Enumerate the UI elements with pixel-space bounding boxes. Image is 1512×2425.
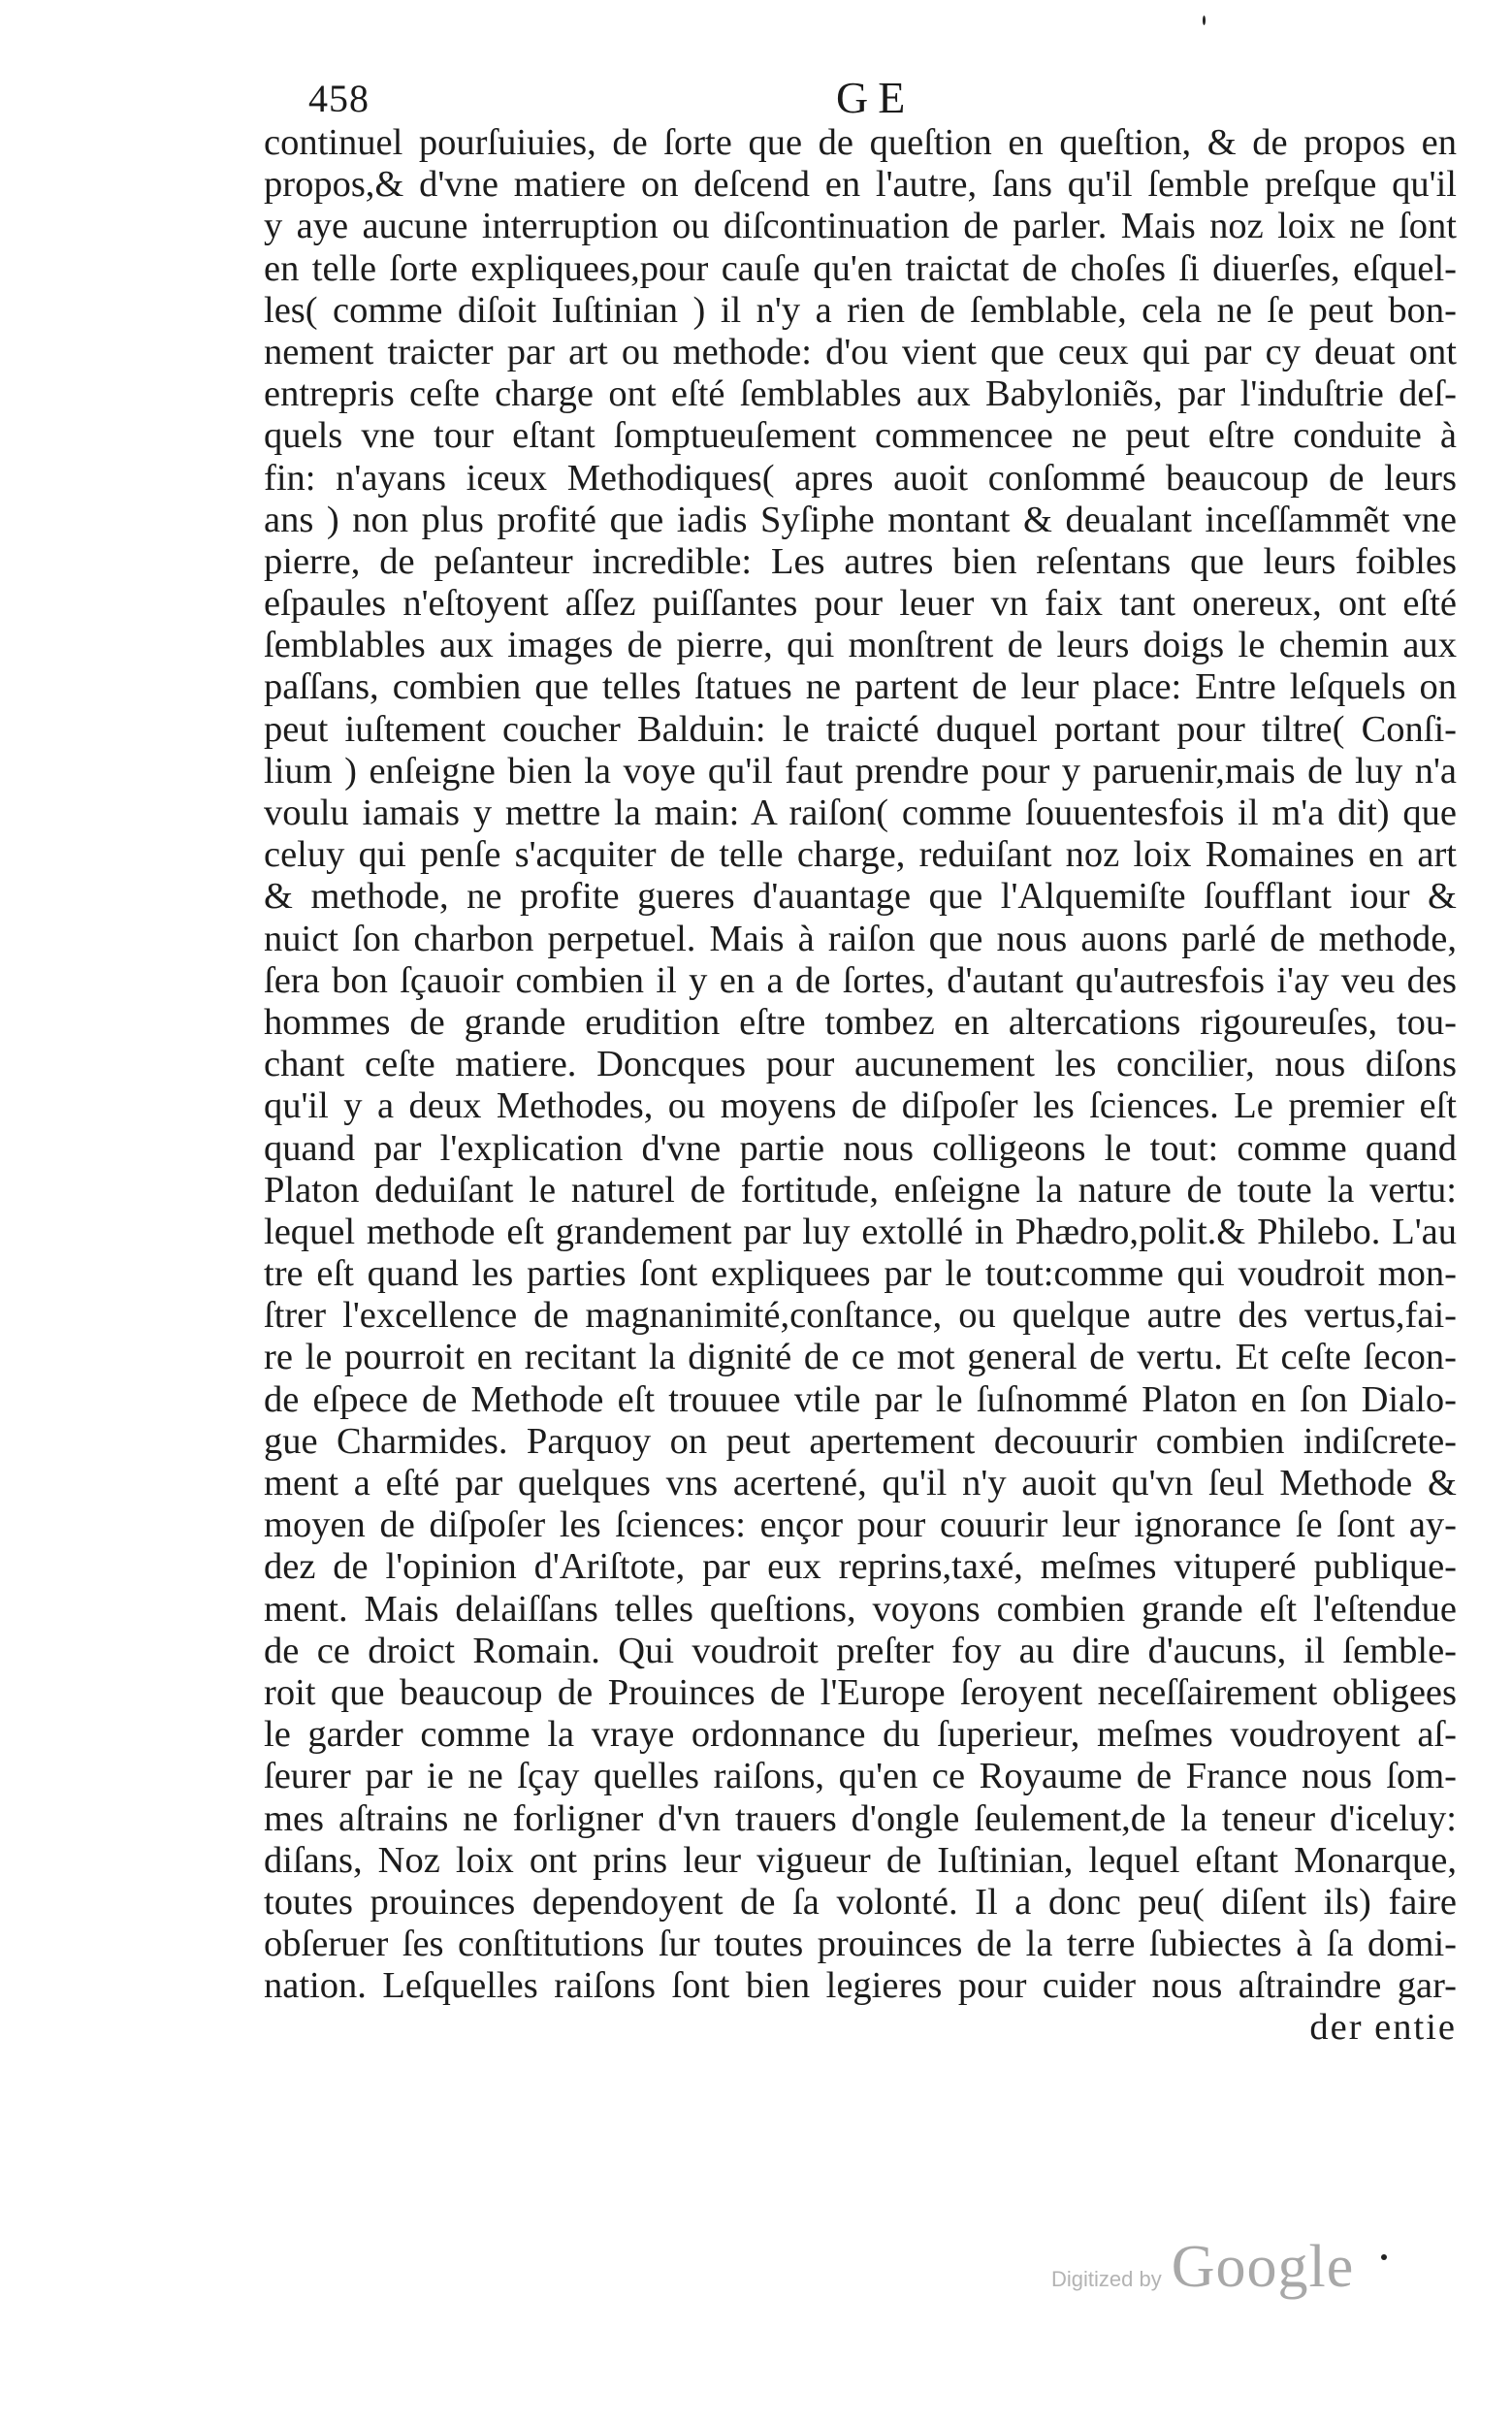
text-line: ſemblables aux images de pierre, qui monſtrent de leurs doigs le chemin aux xyxy=(264,625,1457,666)
text-line: tre eſt quand les parties ſont expliquees par le tout:comme qui voudroit mon- xyxy=(264,1253,1457,1295)
text-line: paſſans, combien que telles ſtatues ne partent de leur place: Entre leſquels on xyxy=(264,666,1457,708)
text-line: mes aſtrains ne forligner d'vn trauers d'ongle ſeulement,de la teneur d'iceluy: xyxy=(264,1797,1457,1839)
text-line: diſans, Noz loix ont prins leur vigueur de Iuſtinian, lequel eſtant Monarque, xyxy=(264,1839,1457,1881)
text-line: celuy qui penſe s'acquiter de telle charge, reduiſant noz loix Romaines en art xyxy=(264,834,1457,876)
text-line: de ce droict Romain. Qui voudroit preſter foy au dire d'aucuns, il ſemble- xyxy=(264,1630,1457,1671)
text-line: nement traicter par art ou methode: d'ou vient que ceux qui par cy deuat ont xyxy=(264,331,1457,372)
text-line: ans ) non plus profité que iadis Syſiphe montant & deualant inceſſammẽt vne xyxy=(264,499,1457,540)
text-line: quels vne tour eſtant ſomptueuſement commencee ne peut eſtre conduite à xyxy=(264,415,1457,457)
digitized-label: Digitized by xyxy=(1051,2267,1162,2291)
text-line: les( comme diſoit Iuſtinian ) il n'y a rien de ſemblable, cela ne ſe peut bon- xyxy=(264,289,1457,331)
text-line: gue Charmides. Parquoy on peut apertement decouurir combien indiſcrete- xyxy=(264,1420,1457,1462)
catchword: der entie xyxy=(1309,2007,1457,2049)
text-line: entrepris ceſte charge ont eſté ſemblables aux Babyloniẽs, par l'induſtrie deſ- xyxy=(264,373,1457,415)
text-line: & methode, ne profite gueres d'auantage que l'Alquemiſte ſoufflant iour & xyxy=(264,876,1457,918)
text-line: y aye aucune interruption ou diſcontinuation de parler. Mais noz loix ne ſont xyxy=(264,206,1457,247)
ink-speck xyxy=(1381,2254,1387,2260)
text-line: de eſpece de Methode eſt trouuee vtile par le ſuſnommé Platon en ſon Dialo- xyxy=(264,1378,1457,1420)
page-number: 458 xyxy=(308,77,370,120)
text-line: nation. Leſquelles raiſons ſont bien legieres pour cuider nous aſtraindre gar- xyxy=(264,1965,1457,2007)
text-line: re le pourroit en recitant la dignité de ce mot general de vertu. Et ceſte ſecon- xyxy=(264,1337,1457,1378)
text-line: continuel pourſuiuies, de ſorte que de queſtion en queſtion, & de propos en xyxy=(264,122,1457,163)
digitized-by-watermark xyxy=(1051,2233,1354,2302)
text-line: obſeruer ſes conſtitutions ſur toutes prouinces de la terre ſubiectes à ſa domi- xyxy=(264,1924,1457,1965)
text-line: ſeurer par ie ne ſçay quelles raiſons, qu'en ce Royaume de France nous ſom- xyxy=(264,1756,1457,1797)
text-line: ment. Mais delaiſſans telles queſtions, voyons combien grande eſt l'eſtendue xyxy=(264,1588,1457,1630)
text-line: voulu iamais y mettre la main: A raiſon( comme ſouuentesfois il m'a dit) que xyxy=(264,792,1457,833)
text-line: eſpaules n'eſtoyent aſſez puiſſantes pour leuer vn faix tant onereux, ont eſté xyxy=(264,583,1457,625)
text-line: fin: n'ayans iceux Methodiques( apres auoit conſommé beaucoup de leurs xyxy=(264,457,1457,499)
text-line: en telle ſorte expliquees,pour cauſe qu'en traictat de choſes ſi diuerſes, eſquel- xyxy=(264,247,1457,289)
ink-speck xyxy=(1203,16,1206,25)
text-line: hommes de grande erudition eſtre tombez en altercations rigoureuſes, tou- xyxy=(264,1001,1457,1043)
text-line: ſera bon ſçauoir combien il y en a de ſortes, d'autant qu'autresfois i'ay veu des xyxy=(264,959,1457,1001)
text-line: moyen de diſpoſer les ſciences: ençor pour couurir leur ignorance ſe ſont ay- xyxy=(264,1504,1457,1546)
text-line: le garder comme la vraye ordonnance du ſuperieur, meſmes voudroyent aſ- xyxy=(264,1714,1457,1756)
text-line: lequel methode eſt grandement par luy extollé in Phædro,polit.& Philebo. L'au xyxy=(264,1211,1457,1252)
body-text xyxy=(264,122,1457,2050)
text-line: quand par l'explication d'vne partie nous colligeons le tout: comme quand xyxy=(264,1127,1457,1169)
text-line: peut iuſtement coucher Balduin: le traicté duquel portant pour tiltre( Conſi- xyxy=(264,708,1457,750)
text-line: lium ) enſeigne bien la voye qu'il faut prendre pour y paruenir,mais de luy n'a xyxy=(264,750,1457,792)
text-line: ſtrer l'excellence de magnanimité,conſtance, ou quelque autre des vertus,fai- xyxy=(264,1295,1457,1337)
google-logo: Google xyxy=(1171,2234,1355,2300)
text-line: pierre, de peſanteur incredible: Les autres bien reſentans que leurs foibles xyxy=(264,540,1457,582)
text-line: nuict ſon charbon perpetuel. Mais à raiſon que nous auons parlé de methode, xyxy=(264,918,1457,959)
text-line: Platon deduiſant le naturel de fortitude, enſeigne la nature de toute la vertu: xyxy=(264,1169,1457,1211)
text-line: propos,& d'vne matiere on deſcend en l'autre, ſans qu'il ſemble preſque qu'il xyxy=(264,164,1457,206)
text-line: chant ceſte matiere. Doncques pour aucunement les concilier, nous diſons xyxy=(264,1044,1457,1085)
text-line: roit que beaucoup de Prouinces de l'Europe ſeroyent neceſſairement obligees xyxy=(264,1671,1457,1713)
running-head: GE xyxy=(836,73,916,122)
text-line: ment a eſté par quelques vns acertené, qu'il n'y auoit qu'vn ſeul Methode & xyxy=(264,1463,1457,1504)
text-line: dez de l'opinion d'Ariſtote, par eux reprins,taxé, meſmes vituperé publique- xyxy=(264,1546,1457,1588)
text-line: toutes prouinces dependoyent de ſa volonté. Il a donc peu( diſent ils) faire xyxy=(264,1881,1457,1923)
text-line: qu'il y a deux Methodes, ou moyens de diſpoſer les ſciences. Le premier eſt xyxy=(264,1085,1457,1127)
